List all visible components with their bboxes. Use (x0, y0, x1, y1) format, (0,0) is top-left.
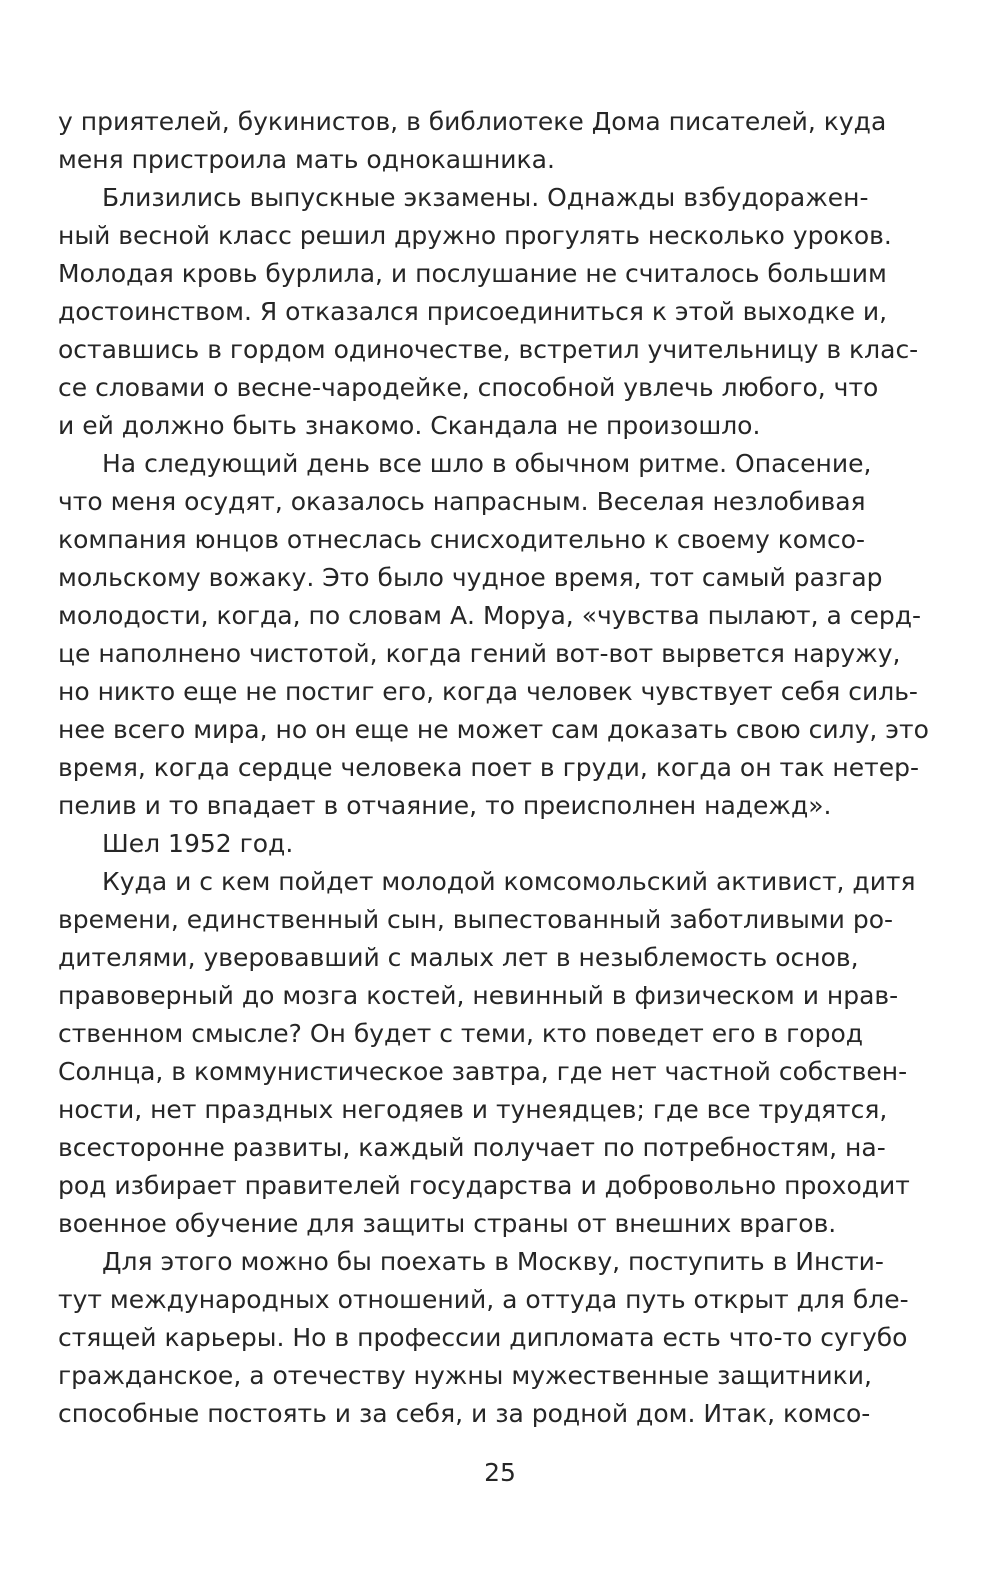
text-line: гражданское, а отечеству нужны мужественные защитники, (58, 1361, 872, 1390)
text-line: Молодая кровь бурлила, и послушание не считалось большим (58, 259, 887, 288)
text-line: молодости, когда, по словам А. Моруа, «чувства пылают, а серд- (58, 601, 922, 630)
text-line: военное обучение для защиты страны от внешних врагов. (58, 1209, 837, 1238)
text-line: ственном смысле? Он будет с теми, кто поведет его в город (58, 1019, 864, 1048)
text-line: у приятелей, букинистов, в библиотеке Дома писателей, куда (58, 107, 887, 136)
text-line: стящей карьеры. Но в профессии дипломата есть что-то сугубо (58, 1323, 908, 1352)
text-line: времени, единственный сын, выпестованный заботливыми ро- (58, 905, 894, 934)
text-line: и ей должно быть знакомо. Скандала не произошло. (58, 411, 761, 440)
text-line: Близились выпускные экзамены. Однажды взбудоражен- (102, 183, 869, 212)
text-line: способные постоять и за себя, и за родной дом. Итак, комсо- (58, 1399, 871, 1428)
text-line: тут международных отношений, а оттуда путь открыт для бле- (58, 1285, 909, 1314)
text-line: ности, нет праздных негодяев и тунеядцев; где все трудятся, (58, 1095, 888, 1124)
text-line: что меня осудят, оказалось напрасным. Веселая незлобивая (58, 487, 866, 516)
text-line: Солнца, в коммунистическое завтра, где нет частной собствен- (58, 1057, 908, 1086)
text-line: Для этого можно бы поехать в Москву, поступить в Инсти- (102, 1247, 884, 1276)
text-line: Куда и с кем пойдет молодой комсомольский активист, дитя (102, 867, 916, 896)
text-line: дителями, уверовавший с малых лет в незыблемость основ, (58, 943, 859, 972)
text-line: оставшись в гордом одиночестве, встретил учительницу в клас- (58, 335, 919, 364)
text-line: компания юнцов отнеслась снисходительно к своему комсо- (58, 525, 866, 554)
text-line: род избирает правителей государства и добровольно проходит (58, 1171, 910, 1200)
text-line: всесторонне развиты, каждый получает по потребностям, на- (58, 1133, 886, 1162)
text-line: меня пристроила мать однокашника. (58, 145, 555, 174)
text-line: но никто еще не постиг его, когда человек чувствует себя силь- (58, 677, 918, 706)
text-line: правоверный до мозга костей, невинный в физическом и нрав- (58, 981, 899, 1010)
text-line: нее всего мира, но он еще не может сам доказать свою силу, это (58, 715, 929, 744)
text-line: время, когда сердце человека поет в груди, когда он так нетер- (58, 753, 919, 782)
text-line: се словами о весне-чародейке, способной увлечь любого, что (58, 373, 879, 402)
text-line: пелив и то впадает в отчаяние, то преисполнен надежд». (58, 791, 832, 820)
text-line: Шел 1952 год. (102, 829, 294, 858)
text-line: На следующий день все шло в обычном ритме. Опасение, (102, 449, 872, 478)
text-line: достоинством. Я отказался присоединиться к этой выходке и, (58, 297, 888, 326)
text-line: ный весной класс решил дружно прогулять несколько уроков. (58, 221, 892, 250)
page-number: 25 (484, 1458, 516, 1487)
text-line: мольскому вожаку. Это было чудное время, тот самый разгар (58, 563, 883, 592)
text-line: це наполнено чистотой, когда гений вот-вот вырвется наружу, (58, 639, 901, 668)
page-text (58, 103, 929, 1433)
